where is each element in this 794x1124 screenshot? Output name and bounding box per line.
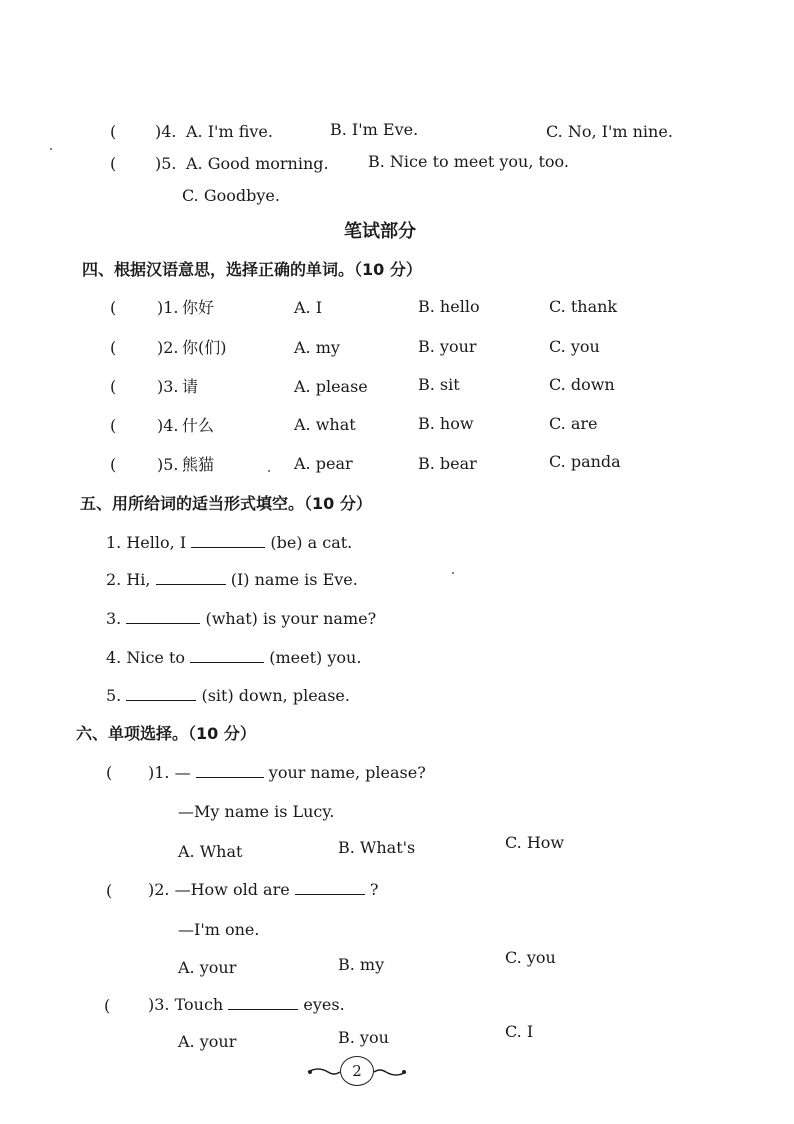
option-c: C. How: [505, 833, 565, 852]
option-b: B. I'm Eve.: [330, 120, 419, 139]
answer-blank[interactable]: [190, 648, 264, 663]
scan-speck: [452, 572, 454, 574]
question-number: )5.: [155, 154, 177, 173]
option-a: A. I: [294, 298, 323, 317]
page-number: 2: [340, 1056, 374, 1086]
option-a: A. I'm five.: [186, 122, 273, 141]
choice-question: [148, 995, 345, 1015]
option-c: C. you: [505, 948, 556, 967]
option-a: A. pear: [294, 454, 353, 473]
fill-item: [106, 609, 376, 629]
chinese-word: 熊猫: [182, 455, 215, 474]
option-a: A. your: [178, 1032, 237, 1051]
question-number: )4.: [157, 416, 179, 435]
scan-speck: [50, 148, 52, 150]
answer-paren: (: [110, 298, 117, 317]
answer-blank[interactable]: [126, 686, 196, 701]
fill-item: [106, 533, 352, 553]
reply-line: —My name is Lucy.: [178, 802, 335, 821]
fill-suffix: (what) is your name?: [205, 609, 377, 628]
fill-item: [106, 648, 361, 668]
left-flourish-icon: [306, 1066, 342, 1078]
choice-question: [148, 763, 426, 783]
answer-paren: (: [110, 154, 117, 173]
fill-suffix: (I) name is Eve.: [230, 570, 358, 589]
chinese-word: 请: [182, 377, 199, 396]
fill-prefix: 3.: [106, 609, 122, 628]
answer-blank[interactable]: [126, 609, 200, 624]
question-number: )4.: [155, 122, 177, 141]
option-c: C. thank: [549, 297, 618, 316]
option-a: A. What: [178, 842, 243, 861]
question-number: )1.: [157, 298, 179, 317]
option-c: C. Goodbye.: [182, 186, 280, 205]
option-a: A. please: [294, 377, 368, 396]
fill-suffix: (be) a cat.: [270, 533, 353, 552]
option-b: B. how: [418, 414, 474, 433]
question-number: )5.: [157, 455, 179, 474]
option-a: A. what: [294, 415, 356, 434]
question-text: eyes.: [303, 995, 345, 1014]
chinese-word: 什么: [182, 416, 215, 435]
chinese-word: 你(们): [182, 338, 227, 357]
answer-paren: (: [110, 338, 117, 357]
question-number: )1. —: [148, 763, 191, 782]
question-text: your name, please?: [268, 763, 426, 782]
answer-paren: (: [110, 122, 117, 141]
fill-prefix: 5.: [106, 686, 122, 705]
option-b: B. Nice to meet you, too.: [368, 152, 569, 171]
answer-paren: (: [110, 416, 117, 435]
fill-prefix: 4. Nice to: [106, 648, 186, 667]
option-a: A. Good morning.: [186, 154, 329, 173]
fill-prefix: 1. Hello, I: [106, 533, 187, 552]
option-b: B. bear: [418, 454, 477, 473]
answer-blank[interactable]: [191, 533, 265, 548]
option-c: C. down: [549, 375, 615, 394]
fill-item: [106, 686, 350, 706]
option-b: B. you: [338, 1028, 389, 1047]
choice-question: [148, 880, 378, 900]
scan-speck: [268, 470, 270, 472]
answer-blank[interactable]: [295, 880, 365, 895]
answer-paren: (: [106, 881, 113, 900]
question-number: )3.: [157, 377, 179, 396]
answer-paren: (: [104, 996, 111, 1015]
option-a: A. your: [178, 958, 237, 977]
answer-paren: (: [106, 763, 113, 782]
chinese-word: 你好: [182, 298, 215, 317]
question-number: )2. —How old are: [148, 880, 290, 899]
option-b: B. your: [418, 337, 477, 356]
option-c: C. you: [549, 337, 600, 356]
fill-suffix: (sit) down, please.: [201, 686, 350, 705]
right-flourish-icon: [372, 1066, 408, 1078]
written-part-title: 笔试部分: [344, 221, 416, 242]
option-b: B. hello: [418, 297, 480, 316]
question-number: )3. Touch: [148, 995, 224, 1014]
option-b: B. sit: [418, 375, 460, 394]
option-c: C. panda: [549, 452, 621, 471]
section6-heading: 六、单项选择。（10 分）: [76, 724, 256, 743]
answer-paren: (: [110, 455, 117, 474]
fill-item: [106, 570, 358, 590]
answer-paren: (: [110, 377, 117, 396]
fill-prefix: 2. Hi,: [106, 570, 151, 589]
section4-heading: 四、根据汉语意思，选择正确的单词。（10 分）: [82, 260, 422, 279]
answer-blank[interactable]: [228, 995, 298, 1010]
option-b: B. my: [338, 955, 385, 974]
option-c: C. I: [505, 1022, 534, 1041]
reply-line: —I'm one.: [178, 920, 260, 939]
fill-suffix: (meet) you.: [269, 648, 362, 667]
option-a: A. my: [294, 338, 340, 357]
section5-heading: 五、用所给词的适当形式填空。（10 分）: [80, 494, 372, 513]
question-number: )2.: [157, 338, 179, 357]
option-b: B. What's: [338, 838, 416, 857]
answer-blank[interactable]: [156, 570, 226, 585]
answer-blank[interactable]: [196, 763, 264, 778]
option-c: C. are: [549, 414, 598, 433]
option-c: C. No, I'm nine.: [546, 122, 673, 141]
question-text: ?: [369, 880, 379, 899]
